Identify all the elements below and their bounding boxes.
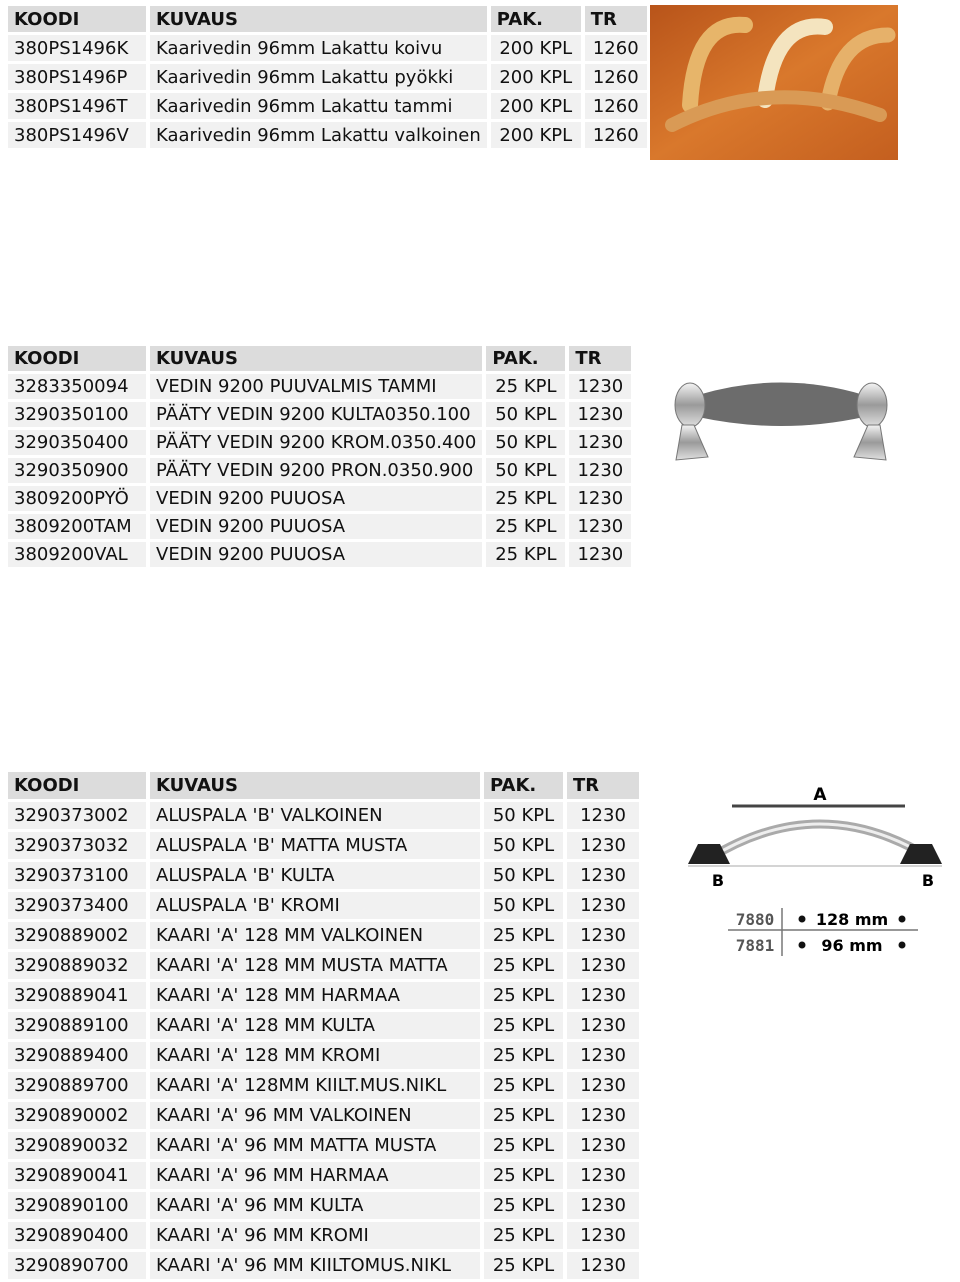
cell-description: KAARI 'A' 128MM KIILT.MUS.NIKL	[150, 1072, 480, 1099]
header-description: KUVAUS	[150, 6, 487, 32]
cell-description: KAARI 'A' 96 MM KIILTOMUS.NIKL	[150, 1252, 480, 1279]
cell-tr: 1230	[567, 1012, 639, 1039]
table-row	[8, 982, 639, 1009]
cell-code: 3290373032	[8, 832, 146, 859]
cell-description: KAARI 'A' 128 MM KULTA	[150, 1012, 480, 1039]
header-tr: TR	[585, 6, 647, 32]
cell-tr: 1230	[567, 862, 639, 889]
cell-pak: 25 KPL	[484, 1042, 563, 1069]
cell-tr: 1260	[585, 64, 647, 90]
cell-pak: 50 KPL	[484, 832, 563, 859]
cell-code: 3290890700	[8, 1252, 146, 1279]
cell-description: KAARI 'A' 128 MM MUSTA MATTA	[150, 952, 480, 979]
cell-description: Kaarivedin 96mm Lakattu valkoinen	[150, 122, 487, 148]
diagram-code-7881: 7881	[735, 936, 775, 955]
table-row	[8, 64, 647, 90]
cell-description: VEDIN 9200 PUUOSA	[150, 514, 482, 539]
cell-description: Kaarivedin 96mm Lakattu koivu	[150, 35, 487, 61]
table-row	[8, 514, 631, 539]
cell-code: 3290889032	[8, 952, 146, 979]
cell-tr: 1230	[567, 922, 639, 949]
cell-description: ALUSPALA 'B' VALKOINEN	[150, 802, 480, 829]
cell-tr: 1230	[567, 832, 639, 859]
table-row	[8, 1252, 639, 1279]
cell-description: ALUSPALA 'B' KROMI	[150, 892, 480, 919]
table-row	[8, 93, 647, 119]
table-row	[8, 952, 639, 979]
cell-pak: 50 KPL	[486, 430, 565, 455]
table-row	[8, 1102, 639, 1129]
product-table-wood-handles	[4, 3, 651, 151]
cell-code: 3809200PYÖ	[8, 486, 146, 511]
cell-description: KAARI 'A' 96 MM MATTA MUSTA	[150, 1132, 480, 1159]
table-row	[8, 832, 639, 859]
cell-pak: 25 KPL	[484, 952, 563, 979]
cell-tr: 1230	[567, 982, 639, 1009]
table-header-row	[8, 6, 647, 32]
header-tr: TR	[567, 772, 639, 799]
cell-description: KAARI 'A' 128 MM HARMAA	[150, 982, 480, 1009]
cell-tr: 1230	[567, 1222, 639, 1249]
cell-code: 3290890032	[8, 1132, 146, 1159]
header-code: KOODI	[8, 346, 146, 371]
table-row	[8, 458, 631, 483]
label-b-right: B	[921, 871, 935, 890]
cell-tr: 1260	[585, 122, 647, 148]
cell-pak: 50 KPL	[484, 802, 563, 829]
cell-pak: 25 KPL	[486, 514, 565, 539]
cell-code: 3290889100	[8, 1012, 146, 1039]
cell-pak: 50 KPL	[486, 458, 565, 483]
table-row	[8, 1162, 639, 1189]
cell-description: VEDIN 9200 PUUOSA	[150, 542, 482, 567]
cell-code: 3290373400	[8, 892, 146, 919]
cell-description: VEDIN 9200 PUUVALMIS TAMMI	[150, 374, 482, 399]
cell-code: 3290890400	[8, 1222, 146, 1249]
cell-pak: 25 KPL	[484, 1252, 563, 1279]
cell-pak: 25 KPL	[484, 1132, 563, 1159]
cell-pak: 25 KPL	[484, 1102, 563, 1129]
cell-description: KAARI 'A' 96 MM KULTA	[150, 1192, 480, 1219]
cell-description: KAARI 'A' 96 MM KROMI	[150, 1222, 480, 1249]
cell-pak: 25 KPL	[486, 486, 565, 511]
table-row	[8, 892, 639, 919]
table-row	[8, 542, 631, 567]
cell-description: KAARI 'A' 96 MM VALKOINEN	[150, 1102, 480, 1129]
cell-description: Kaarivedin 96mm Lakattu tammi	[150, 93, 487, 119]
cell-description: PÄÄTY VEDIN 9200 KULTA0350.100	[150, 402, 482, 427]
cell-code: 3290889400	[8, 1042, 146, 1069]
cell-code: 380PS1496P	[8, 64, 146, 90]
cell-tr: 1260	[585, 35, 647, 61]
label-b-left: B	[711, 871, 725, 890]
product-table-kaari	[4, 769, 643, 1282]
cell-pak: 25 KPL	[484, 1192, 563, 1219]
cell-code: 3290889041	[8, 982, 146, 1009]
cell-description: PÄÄTY VEDIN 9200 PRON.0350.900	[150, 458, 482, 483]
table-body	[8, 374, 631, 567]
cell-tr: 1230	[569, 458, 631, 483]
cell-description: KAARI 'A' 96 MM HARMAA	[150, 1162, 480, 1189]
header-pak: PAK.	[486, 346, 565, 371]
cell-code: 3290350100	[8, 402, 146, 427]
cell-pak: 25 KPL	[484, 1162, 563, 1189]
cell-code: 3290350900	[8, 458, 146, 483]
cell-tr: 1230	[567, 1132, 639, 1159]
cell-description: KAARI 'A' 128 MM VALKOINEN	[150, 922, 480, 949]
cell-code: 3290373100	[8, 862, 146, 889]
cell-code: 3283350094	[8, 374, 146, 399]
cell-description: ALUSPALA 'B' KULTA	[150, 862, 480, 889]
cell-tr: 1230	[569, 430, 631, 455]
product-table-vedin-9200	[4, 343, 635, 570]
wood-handles-photo	[650, 5, 898, 160]
cell-pak: 50 KPL	[484, 892, 563, 919]
cell-code: 380PS1496V	[8, 122, 146, 148]
vedin-9200-photo	[668, 355, 894, 470]
header-code: KOODI	[8, 772, 146, 799]
cell-code: 3809200TAM	[8, 514, 146, 539]
cell-code: 3290890041	[8, 1162, 146, 1189]
cell-tr: 1230	[567, 1042, 639, 1069]
cell-description: KAARI 'A' 128 MM KROMI	[150, 1042, 480, 1069]
header-pak: PAK.	[491, 6, 581, 32]
cell-description: ALUSPALA 'B' MATTA MUSTA	[150, 832, 480, 859]
table-row	[8, 430, 631, 455]
diagram-size-128: 128 mm	[815, 910, 889, 929]
cell-code: 3290373002	[8, 802, 146, 829]
cell-pak: 200 KPL	[491, 64, 581, 90]
cell-code: 3809200VAL	[8, 542, 146, 567]
cell-tr: 1230	[569, 402, 631, 427]
cell-pak: 25 KPL	[486, 542, 565, 567]
table-body	[8, 802, 639, 1279]
table-row	[8, 1222, 639, 1249]
table-row	[8, 122, 647, 148]
table-row	[8, 35, 647, 61]
header-description: KUVAUS	[150, 772, 480, 799]
cell-pak: 200 KPL	[491, 35, 581, 61]
table-header-row	[8, 346, 631, 371]
cell-tr: 1230	[569, 514, 631, 539]
cell-tr: 1230	[567, 1072, 639, 1099]
table-row	[8, 486, 631, 511]
cell-pak: 25 KPL	[484, 982, 563, 1009]
diagram-size-96: 96 mm	[821, 936, 883, 955]
cell-description: Kaarivedin 96mm Lakattu pyökki	[150, 64, 487, 90]
header-code: KOODI	[8, 6, 146, 32]
cell-tr: 1230	[567, 1192, 639, 1219]
cell-tr: 1230	[567, 1162, 639, 1189]
table-row	[8, 1192, 639, 1219]
kaari-dimension-diagram	[680, 780, 950, 960]
cell-code: 380PS1496T	[8, 93, 146, 119]
cell-code: 3290890100	[8, 1192, 146, 1219]
cell-tr: 1230	[569, 542, 631, 567]
cell-pak: 25 KPL	[486, 374, 565, 399]
cell-tr: 1230	[567, 1102, 639, 1129]
cell-code: 3290890002	[8, 1102, 146, 1129]
table-row	[8, 862, 639, 889]
header-description: KUVAUS	[150, 346, 482, 371]
table-row	[8, 402, 631, 427]
table-header-row	[8, 772, 639, 799]
cell-pak: 25 KPL	[484, 922, 563, 949]
cell-description: PÄÄTY VEDIN 9200 KROM.0350.400	[150, 430, 482, 455]
cell-tr: 1230	[567, 802, 639, 829]
cell-pak: 25 KPL	[484, 1072, 563, 1099]
cell-pak: 25 KPL	[484, 1012, 563, 1039]
table-row	[8, 1072, 639, 1099]
header-pak: PAK.	[484, 772, 563, 799]
table-body	[8, 35, 647, 148]
cell-pak: 25 KPL	[484, 1222, 563, 1249]
cell-code: 3290350400	[8, 430, 146, 455]
cell-tr: 1230	[567, 952, 639, 979]
cell-code: 3290889700	[8, 1072, 146, 1099]
cell-pak: 200 KPL	[491, 122, 581, 148]
cell-pak: 200 KPL	[491, 93, 581, 119]
diagram-code-7880: 7880	[735, 910, 775, 929]
cell-tr: 1230	[569, 486, 631, 511]
cell-code: 3290889002	[8, 922, 146, 949]
cell-code: 380PS1496K	[8, 35, 146, 61]
table-row	[8, 802, 639, 829]
cell-pak: 50 KPL	[486, 402, 565, 427]
table-row	[8, 374, 631, 399]
cell-pak: 50 KPL	[484, 862, 563, 889]
table-row	[8, 922, 639, 949]
cell-tr: 1230	[569, 374, 631, 399]
label-a: A	[813, 785, 827, 805]
table-row	[8, 1042, 639, 1069]
cell-tr: 1230	[567, 892, 639, 919]
header-tr: TR	[569, 346, 631, 371]
cell-tr: 1230	[567, 1252, 639, 1279]
table-row	[8, 1012, 639, 1039]
cell-description: VEDIN 9200 PUUOSA	[150, 486, 482, 511]
table-row	[8, 1132, 639, 1159]
cell-tr: 1260	[585, 93, 647, 119]
